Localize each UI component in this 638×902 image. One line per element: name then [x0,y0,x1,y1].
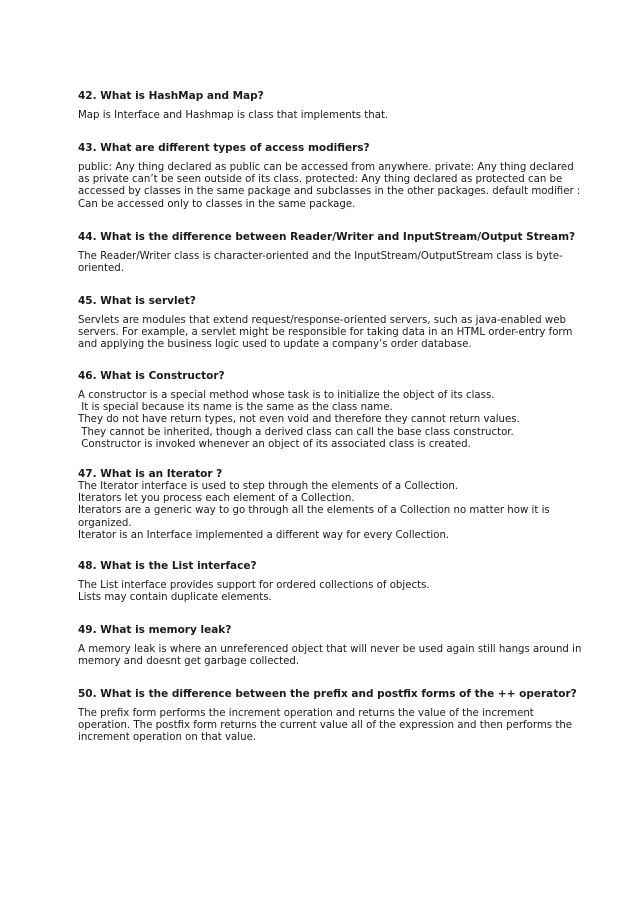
answer-line: and applying the business logic used to update a company’s order database. [78,339,472,351]
question-44: 44. What is the difference between Reader/Writer and InputStream/Output Stream? [78,231,576,243]
answer-line: accessed by classes in the same package and subclasses in the other packages. default modifier : [78,186,581,198]
answer-line: servers. For example, a servlet might be responsible for taking data in an HTML order-entry form [78,327,573,339]
answer-50 [78,708,573,745]
answer-line: The Iterator interface is used to step through the elements of a Collection. [78,481,459,492]
answer-line: The prefix form performs the increment operation and returns the value of the increment [78,708,534,719]
answer-line: They cannot be inherited, though a derived class can call the base class constructor. [78,426,514,438]
question-49: 49. What is memory leak? [78,624,232,636]
question-46: 46. What is Constructor? [78,370,225,382]
answer-line: as private can’t be seen outside of its class. protected: Any thing declared as protected can be [78,174,563,186]
answer-line: Can be accessed only to classes in the same package. [78,198,356,210]
answer-line: memory and doesnt get garbage collected. [78,656,300,668]
answer-line: organized. [78,517,132,529]
question-47: 47. What is an Iterator ? [78,468,223,480]
question-45: 45. What is servlet? [78,295,196,307]
answer-line: The Reader/Writer class is character-oriented and the InputStream/OutputStream class is byte- [78,251,563,262]
answer-line: oriented. [78,263,124,275]
answer-48 [78,580,563,604]
answer-line: Map is Interface and Hashmap is class that implements that. [78,110,389,121]
answer-line: operation. The postfix form returns the current value all of the expression and then performs the [78,720,573,732]
answer-line: A memory leak is where an unreferenced object that will never be used again still hangs around in [78,644,582,655]
question-48: 48. What is the List interface? [78,560,257,572]
answer-line: Iterators are a generic way to go through all the elements of a Collection no matter how it is [78,505,550,517]
answer-45 [78,315,573,352]
answer-line: A constructor is a special method whose task is to initialize the object of its class. [78,390,495,401]
answer-line: The List interface provides support for ordered collections of objects. [78,580,430,591]
answer-42 [78,110,563,122]
answer-line: Servlets are modules that extend request/response-oriented servers, such as java-enabled web [78,315,566,326]
answer-46 [78,390,563,451]
question-42: 42. What is HashMap and Map? [78,90,264,102]
question-50: 50. What is the difference between the prefix and postfix forms of the ++ operator? [78,688,577,700]
answer-line: public: Any thing declared as public can be accessed from anywhere. private: Any thing declared [78,162,574,173]
question-43: 43. What are different types of access modifiers? [78,142,370,154]
answer-47 [78,481,563,542]
answer-line: They do not have return types, not even void and therefore they cannot return values. [78,414,520,426]
answer-43 [78,162,581,211]
answer-line: increment operation on that value. [78,732,257,744]
answer-line: Lists may contain duplicate elements. [78,592,272,604]
answer-line: Iterators let you process each element of a Collection. [78,493,355,505]
answer-49 [78,644,582,668]
answer-line: It is special because its name is the same as the class name. [78,402,393,414]
answer-line: Iterator is an Interface implemented a different way for every Collection. [78,529,450,541]
answer-line: Constructor is invoked whenever an object of its associated class is created. [78,438,471,450]
answer-44 [78,251,563,275]
